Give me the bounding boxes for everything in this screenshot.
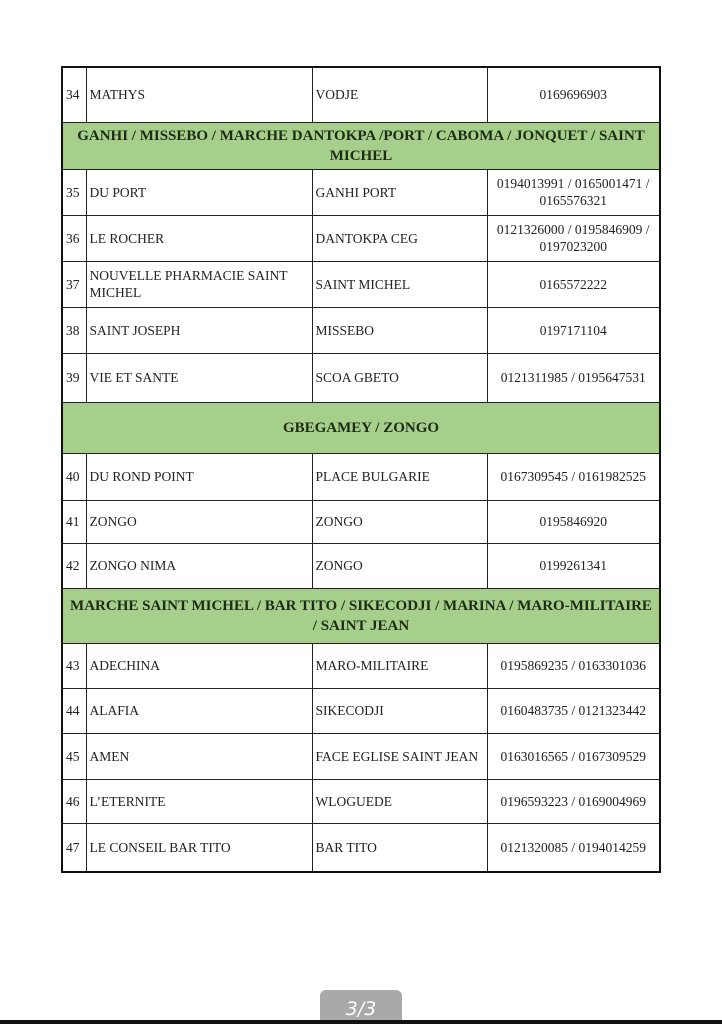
table-row bbox=[62, 67, 660, 122]
pharmacy-location: SCOA GBETO bbox=[312, 353, 487, 402]
row-number: 42 bbox=[62, 543, 86, 588]
table-row bbox=[62, 733, 660, 779]
table-row bbox=[62, 779, 660, 823]
section-title: MARCHE SAINT MICHEL / BAR TITO / SIKECODJI / MARINA / MARO-MILITAIRE / SAINT JEAN bbox=[62, 588, 660, 643]
bottom-edge-bar bbox=[0, 1020, 722, 1024]
pharmacy-phone: 0199261341 bbox=[487, 543, 660, 588]
pharmacy-location: ZONGO bbox=[312, 543, 487, 588]
pharmacy-phone: 0165572222 bbox=[487, 261, 660, 307]
table-row bbox=[62, 353, 660, 402]
section-header-row bbox=[62, 402, 660, 453]
section-title: GANHI / MISSEBO / MARCHE DANTOKPA /PORT / CABOMA / JONQUET / SAINT MICHEL bbox=[62, 122, 660, 169]
page-indicator: 3/3 bbox=[320, 990, 402, 1024]
pharmacy-phone: 0163016565 / 0167309529 bbox=[487, 733, 660, 779]
table-row bbox=[62, 169, 660, 215]
pharmacy-phone: 0197171104 bbox=[487, 307, 660, 353]
row-number: 36 bbox=[62, 215, 86, 261]
table-row bbox=[62, 543, 660, 588]
pharmacy-name: SAINT JOSEPH bbox=[86, 307, 312, 353]
table-row bbox=[62, 307, 660, 353]
table-row bbox=[62, 500, 660, 543]
row-number: 41 bbox=[62, 500, 86, 543]
pharmacy-name: LE CONSEIL BAR TITO bbox=[86, 823, 312, 872]
pharmacy-location: BAR TITO bbox=[312, 823, 487, 872]
table-row bbox=[62, 823, 660, 872]
section-title: GBEGAMEY / ZONGO bbox=[62, 402, 660, 453]
pharmacy-phone: 0195846920 bbox=[487, 500, 660, 543]
row-number: 44 bbox=[62, 688, 86, 733]
pharmacy-location: GANHI PORT bbox=[312, 169, 487, 215]
pharmacy-phone: 0194013991 / 0165001471 / 0165576321 bbox=[487, 169, 660, 215]
pharmacy-location: WLOGUEDE bbox=[312, 779, 487, 823]
pharmacy-location: VODJE bbox=[312, 67, 487, 122]
pharmacy-phone: 0121320085 / 0194014259 bbox=[487, 823, 660, 872]
pharmacy-location: MARO-MILITAIRE bbox=[312, 643, 487, 688]
pharmacy-table-body bbox=[62, 67, 660, 872]
pharmacy-name: ZONGO bbox=[86, 500, 312, 543]
pharmacy-location: SIKECODJI bbox=[312, 688, 487, 733]
table-row bbox=[62, 261, 660, 307]
pharmacy-phone: 0121311985 / 0195647531 bbox=[487, 353, 660, 402]
pharmacy-name: DU ROND POINT bbox=[86, 453, 312, 500]
pharmacy-table bbox=[61, 66, 661, 873]
table-row bbox=[62, 643, 660, 688]
row-number: 39 bbox=[62, 353, 86, 402]
pharmacy-phone: 0169696903 bbox=[487, 67, 660, 122]
row-number: 35 bbox=[62, 169, 86, 215]
pharmacy-name: ADECHINA bbox=[86, 643, 312, 688]
row-number: 47 bbox=[62, 823, 86, 872]
pharmacy-location: MISSEBO bbox=[312, 307, 487, 353]
row-number: 34 bbox=[62, 67, 86, 122]
pharmacy-name: DU PORT bbox=[86, 169, 312, 215]
pharmacy-phone: 0160483735 / 0121323442 bbox=[487, 688, 660, 733]
table-row bbox=[62, 688, 660, 733]
pharmacy-name: VIE ET SANTE bbox=[86, 353, 312, 402]
row-number: 38 bbox=[62, 307, 86, 353]
table-row bbox=[62, 215, 660, 261]
pharmacy-location: DANTOKPA CEG bbox=[312, 215, 487, 261]
pharmacy-location: FACE EGLISE SAINT JEAN bbox=[312, 733, 487, 779]
row-number: 46 bbox=[62, 779, 86, 823]
pharmacy-name: ZONGO NIMA bbox=[86, 543, 312, 588]
pharmacy-phone: 0167309545 / 0161982525 bbox=[487, 453, 660, 500]
pharmacy-name: LE ROCHER bbox=[86, 215, 312, 261]
pharmacy-phone: 0195869235 / 0163301036 bbox=[487, 643, 660, 688]
pharmacy-location: ZONGO bbox=[312, 500, 487, 543]
row-number: 37 bbox=[62, 261, 86, 307]
row-number: 43 bbox=[62, 643, 86, 688]
pharmacy-name: AMEN bbox=[86, 733, 312, 779]
pharmacy-name: NOUVELLE PHARMACIE SAINT MICHEL bbox=[86, 261, 312, 307]
pharmacy-phone: 0121326000 / 0195846909 / 0197023200 bbox=[487, 215, 660, 261]
pharmacy-name: ALAFIA bbox=[86, 688, 312, 733]
pharmacy-name: L’ETERNITE bbox=[86, 779, 312, 823]
row-number: 40 bbox=[62, 453, 86, 500]
section-header-row bbox=[62, 122, 660, 169]
pharmacy-location: PLACE BULGARIE bbox=[312, 453, 487, 500]
table-row bbox=[62, 453, 660, 500]
pharmacy-name: MATHYS bbox=[86, 67, 312, 122]
pharmacy-location: SAINT MICHEL bbox=[312, 261, 487, 307]
row-number: 45 bbox=[62, 733, 86, 779]
pharmacy-phone: 0196593223 / 0169004969 bbox=[487, 779, 660, 823]
section-header-row bbox=[62, 588, 660, 643]
